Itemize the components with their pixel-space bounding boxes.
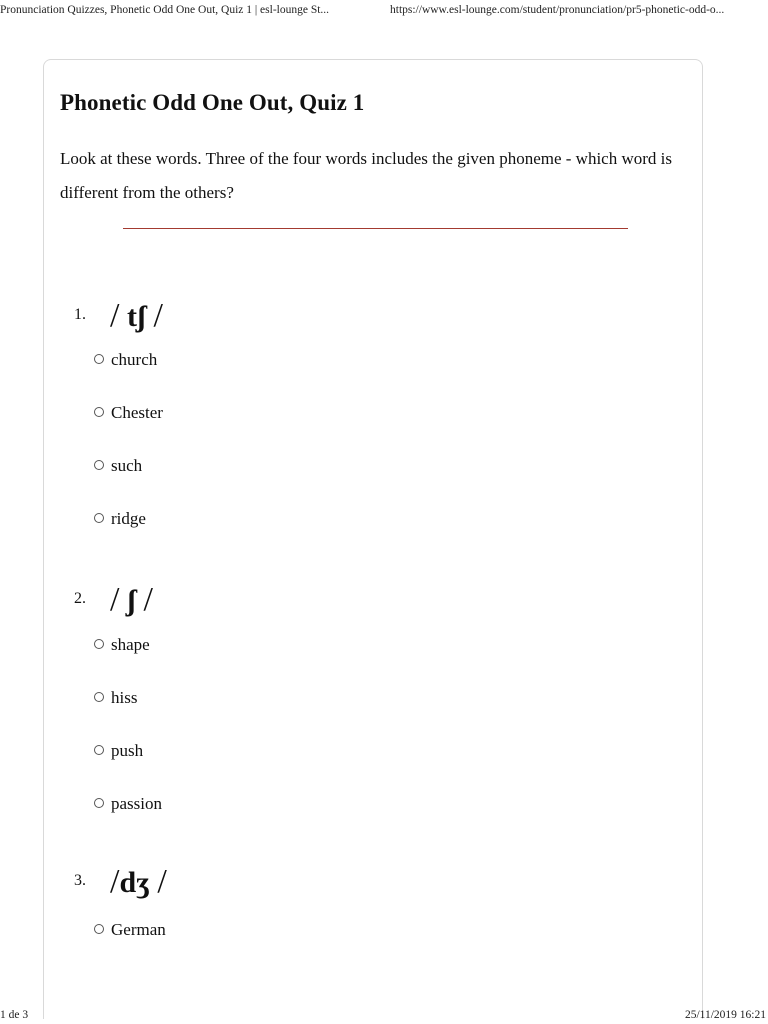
question-header: [74, 860, 634, 910]
print-datetime: 25/11/2019 16:21: [684, 1009, 766, 1021]
answer-option[interactable]: [94, 688, 137, 714]
radio-button[interactable]: [94, 639, 104, 649]
option-label: German: [111, 920, 166, 939]
print-footer: [0, 1009, 768, 1024]
question-header: [74, 578, 634, 628]
intro-text: Look at these words. Three of the four words includes the given phoneme - which word is different from the others?: [60, 149, 673, 202]
answer-option[interactable]: [94, 403, 163, 429]
divider: [123, 228, 628, 229]
option-label: shape: [111, 635, 150, 654]
quiz-card: [43, 59, 703, 1019]
phoneme-symbol: dʒ: [119, 866, 150, 899]
question-1: [74, 294, 634, 528]
option-label: ridge: [111, 509, 146, 528]
radio-button[interactable]: [94, 745, 104, 755]
answer-option[interactable]: [94, 794, 162, 820]
answer-option[interactable]: [94, 509, 146, 535]
option-label: passion: [111, 794, 162, 813]
radio-button[interactable]: [94, 692, 104, 702]
radio-button[interactable]: [94, 354, 104, 364]
radio-button[interactable]: [94, 407, 104, 417]
question-number: 2.: [74, 590, 86, 607]
question-number: 3.: [74, 872, 86, 889]
option-label: such: [111, 456, 143, 475]
answer-option[interactable]: [94, 456, 142, 482]
answer-option[interactable]: [94, 350, 157, 376]
phoneme-symbol: tʃ: [126, 300, 147, 333]
question-2: [74, 578, 634, 813]
phoneme-symbol: ʃ: [126, 584, 137, 617]
option-label: hiss: [111, 688, 138, 707]
page-title: Phonetic Odd One Out, Quiz 1: [60, 90, 365, 115]
print-header: [0, 0, 768, 20]
radio-button[interactable]: [94, 924, 104, 934]
question-header: [74, 294, 634, 344]
print-header-url: https://www.esl-lounge.com/student/pronunciation/pr5-phonetic-odd-o...: [390, 4, 725, 16]
radio-button[interactable]: [94, 460, 104, 470]
option-label: push: [111, 741, 144, 760]
question-3: [74, 860, 634, 939]
answer-option[interactable]: [94, 741, 143, 767]
radio-button[interactable]: [94, 513, 104, 523]
option-label: Chester: [111, 403, 163, 422]
page-counter: 1 de 3: [0, 1009, 29, 1021]
radio-button[interactable]: [94, 798, 104, 808]
phoneme-label: / ʃ /: [110, 581, 153, 618]
print-header-title: Pronunciation Quizzes, Phonetic Odd One Out, Quiz 1 | esl-lounge St...: [0, 4, 330, 16]
answer-option[interactable]: [94, 635, 150, 661]
phoneme-label: / tʃ /: [110, 297, 163, 334]
question-number: 1.: [74, 306, 86, 323]
answer-option[interactable]: [94, 920, 166, 946]
option-label: church: [111, 350, 158, 369]
phoneme-label: /dʒ /: [110, 863, 167, 900]
